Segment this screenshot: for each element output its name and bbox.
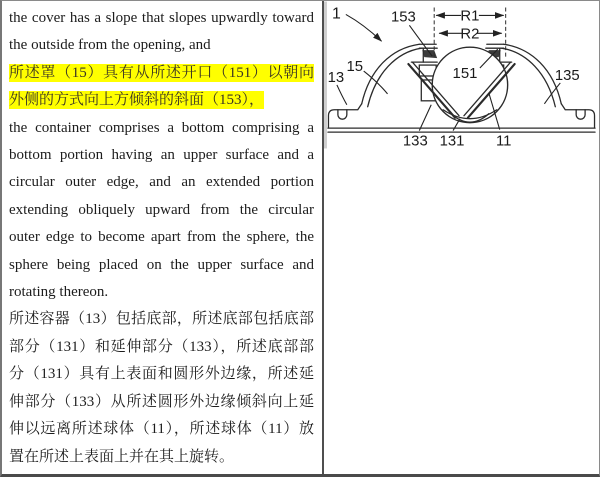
cover-dome-right-outer xyxy=(504,44,562,104)
highlighted-claim-text: 所述罩（15）具有从所述开口（151）以朝向外侧的方式向上方倾斜的斜面（153）， xyxy=(9,64,314,109)
figure-edge-strip xyxy=(324,2,327,149)
label-bottom-portion: 131 xyxy=(439,133,465,149)
label-slope: 153 xyxy=(391,9,416,26)
leader-extended-portion xyxy=(419,105,431,131)
left-flange xyxy=(328,104,361,128)
right-flange-hole xyxy=(576,110,585,119)
leader-slope xyxy=(409,25,432,56)
claim-paragraph-zh-2: 所述容器（13）包括底部，所述底部包括底部部分（131）和延伸部分（133），所述底部部分（131）具有上表面和圆形外边缘，所述延伸部分（133）从所述圆形外边缘倾斜向上延伸以远离所述球体（11），所述球体（11）放置在所述上表面上并在其上旋转。 xyxy=(9,311,314,465)
cover-dome-right-inner xyxy=(502,48,556,107)
label-container: 13 xyxy=(327,69,345,86)
leader-assembly xyxy=(346,14,382,41)
cover-dome-left-inner xyxy=(368,48,422,107)
patent-figure xyxy=(324,1,599,149)
claim-paragraph-en-1: the cover has a slope that slopes upwardly toward the outside from the opening, and xyxy=(9,10,314,54)
label-cover: 15 xyxy=(346,59,364,76)
left-slope-wedge xyxy=(422,50,437,58)
cover-dome-left-outer xyxy=(362,44,420,104)
claim-text-cell xyxy=(2,1,324,474)
label-assembly: 1 xyxy=(331,5,341,23)
right-flange xyxy=(561,104,594,128)
claim-paragraph-zh-highlighted xyxy=(9,60,314,115)
left-flange-hole xyxy=(338,110,347,119)
figure-cell xyxy=(324,1,599,474)
claim-paragraph-en-2: the container comprises a bottom comprising a bottom portion having an upper surface and a circular outer edge, and an extended portion extending obliquely upward from the circular outer edge to become apart from the sphere, the sphere being placed on the upper surface and rotating thereon. xyxy=(9,119,314,301)
label-sphere: 11 xyxy=(495,133,512,149)
label-extended-portion: 133 xyxy=(402,133,428,149)
leader-container xyxy=(337,85,347,105)
label-right-flange: 135 xyxy=(554,67,580,84)
dim-r1-label: R1 xyxy=(460,8,480,25)
dim-r2-label: R2 xyxy=(460,26,480,43)
leader-cover xyxy=(364,71,388,94)
label-opening: 151 xyxy=(452,65,478,82)
